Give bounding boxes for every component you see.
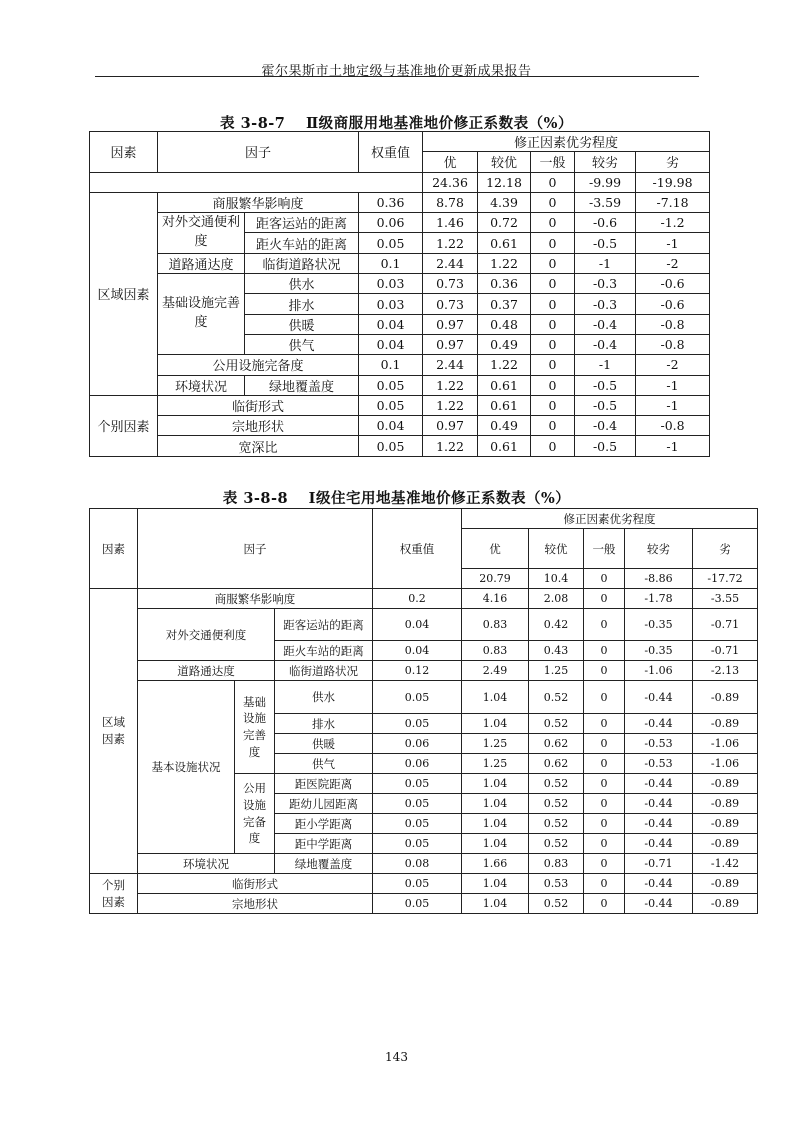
coef-value: -0.71 — [693, 641, 758, 661]
coef-value: 1.04 — [462, 814, 529, 834]
coef-value: 1.22 — [423, 375, 478, 395]
coef-value: 0.72 — [478, 213, 531, 233]
coef-value: 0.37 — [478, 294, 531, 314]
coef-value: 0 — [531, 334, 575, 354]
coef-value: -0.8 — [636, 314, 710, 334]
coef-value: 0.62 — [529, 734, 584, 754]
coef-value: 1.04 — [462, 834, 529, 854]
table2-residential-land-correction — [89, 508, 758, 914]
coef-value: 1.22 — [478, 355, 531, 375]
coef-value: 0.83 — [529, 854, 584, 874]
coef-value: 0 — [584, 754, 625, 774]
factor-name: 临街形式 — [138, 874, 373, 894]
table-header-row — [90, 132, 710, 152]
coef-value: -0.89 — [693, 714, 758, 734]
coef-value: 2.08 — [529, 589, 584, 609]
coef-value: -1 — [636, 395, 710, 415]
factor-name: 距中学距离 — [275, 834, 373, 854]
base-value: 10.4 — [529, 569, 584, 589]
table-row — [90, 395, 710, 415]
coef-value: 0 — [584, 834, 625, 854]
coef-value: 0.61 — [478, 436, 531, 456]
group-public-facilities — [235, 774, 275, 854]
weight-value: 0.03 — [359, 274, 423, 294]
coef-value: 1.04 — [462, 774, 529, 794]
base-value: -19.98 — [636, 172, 710, 192]
table-row — [90, 436, 710, 456]
coef-value: 0 — [584, 814, 625, 834]
coef-value: -0.4 — [575, 416, 636, 436]
factor-name: 宽深比 — [158, 436, 359, 456]
coef-value: 0.43 — [529, 641, 584, 661]
factor-name: 商服繁华影响度 — [138, 589, 373, 609]
factor-name: 距小学距离 — [275, 814, 373, 834]
coef-value: 0.73 — [423, 294, 478, 314]
factor-name: 距客运站的距离 — [275, 609, 373, 641]
table-row — [90, 416, 710, 436]
group-basic-infrastructure — [235, 681, 275, 774]
coef-value: -0.5 — [575, 233, 636, 253]
coef-value: 0.49 — [478, 334, 531, 354]
coef-value: -0.5 — [575, 395, 636, 415]
table-row — [90, 854, 758, 874]
header-grade-group: 修正因素优劣程度 — [462, 509, 758, 529]
coef-value: 0 — [531, 416, 575, 436]
weight-value: 0.06 — [373, 754, 462, 774]
group-environment: 环境状况 — [158, 375, 245, 395]
coef-value: 1.25 — [462, 754, 529, 774]
coef-value: -0.5 — [575, 375, 636, 395]
factor-name: 距医院距离 — [275, 774, 373, 794]
coef-value: -0.44 — [625, 774, 693, 794]
header-level: 较优 — [529, 529, 584, 569]
header-weight: 权重值 — [373, 509, 462, 589]
report-header-title: 霍尔果斯市土地定级与基准地价更新成果报告 — [261, 64, 532, 79]
coef-value: 0.52 — [529, 834, 584, 854]
weight-value: 0.05 — [359, 395, 423, 415]
coef-value: -2.13 — [693, 661, 758, 681]
coef-value: -0.44 — [625, 874, 693, 894]
coef-value: -0.71 — [693, 609, 758, 641]
group-infrastructure: 基础设施完善度 — [158, 274, 245, 355]
header-weight: 权重值 — [359, 132, 423, 173]
factor-name: 供暖 — [245, 314, 359, 334]
weight-value: 0.05 — [373, 874, 462, 894]
group-individual — [90, 874, 138, 914]
coef-value: -0.6 — [636, 274, 710, 294]
coef-value: 1.22 — [478, 253, 531, 273]
coef-value: -0.4 — [575, 314, 636, 334]
coef-value: 0 — [584, 794, 625, 814]
weight-value: 0.04 — [373, 609, 462, 641]
table-row — [90, 609, 758, 641]
factor-name: 供暖 — [275, 734, 373, 754]
weight-value: 0.1 — [359, 355, 423, 375]
table-row — [90, 894, 758, 914]
coef-value: -0.4 — [575, 334, 636, 354]
factor-name: 临街道路状况 — [245, 253, 359, 273]
coef-value: -0.44 — [625, 714, 693, 734]
coef-value: 0.61 — [478, 395, 531, 415]
table-row — [90, 192, 710, 212]
coef-value: -0.3 — [575, 294, 636, 314]
weight-value: 0.05 — [373, 814, 462, 834]
coef-value: 0.97 — [423, 314, 478, 334]
group-environment: 环境状况 — [138, 854, 275, 874]
group-public-facilities-label: 公用设施完备度 — [242, 781, 266, 846]
coef-value: -0.8 — [636, 334, 710, 354]
coef-value: 0 — [584, 854, 625, 874]
coef-value: 0 — [584, 641, 625, 661]
coef-value: 1.46 — [423, 213, 478, 233]
factor-name: 距火车站的距离 — [245, 233, 359, 253]
coef-value: 0.52 — [529, 774, 584, 794]
coef-value: -0.89 — [693, 774, 758, 794]
table-row — [90, 213, 710, 233]
header-factor-type: 因素 — [90, 509, 138, 589]
header-level: 较劣 — [625, 529, 693, 569]
coef-value: 1.25 — [529, 661, 584, 681]
weight-value: 0.05 — [359, 233, 423, 253]
weight-value: 0.04 — [359, 314, 423, 334]
coef-value: -3.55 — [693, 589, 758, 609]
header-level: 劣 — [693, 529, 758, 569]
coef-value: -0.53 — [625, 754, 693, 774]
header-level: 较劣 — [575, 152, 636, 172]
coef-value: -0.6 — [636, 294, 710, 314]
coef-value: 0.52 — [529, 794, 584, 814]
coef-value: 2.49 — [462, 661, 529, 681]
weight-value: 0.1 — [359, 253, 423, 273]
group-region-label: 区域因素 — [101, 715, 125, 746]
weight-value: 0.36 — [359, 192, 423, 212]
coef-value: -0.6 — [575, 213, 636, 233]
coef-value: -1 — [636, 233, 710, 253]
table-row — [90, 375, 710, 395]
base-value: 0 — [584, 569, 625, 589]
coef-value: 0.48 — [478, 314, 531, 334]
coef-value: -0.89 — [693, 894, 758, 914]
group-individual: 个别因素 — [90, 395, 158, 456]
factor-name: 供气 — [275, 754, 373, 774]
coef-value: 0 — [531, 314, 575, 334]
coef-value: -1 — [575, 253, 636, 273]
coef-value: 0 — [584, 774, 625, 794]
coef-value: 1.04 — [462, 794, 529, 814]
table-header-row — [90, 172, 710, 192]
weight-value: 0.12 — [373, 661, 462, 681]
coef-value: 1.25 — [462, 734, 529, 754]
coef-value: 4.39 — [478, 192, 531, 212]
group-individual-label: 个别因素 — [101, 877, 125, 909]
factor-name: 供气 — [245, 334, 359, 354]
table-row — [90, 661, 758, 681]
header-grade-group: 修正因素优劣程度 — [423, 132, 710, 152]
factor-name: 供水 — [275, 681, 373, 714]
base-value: 20.79 — [462, 569, 529, 589]
coef-value: -7.18 — [636, 192, 710, 212]
coef-value: -0.44 — [625, 794, 693, 814]
table-row — [90, 253, 710, 273]
weight-value: 0.05 — [373, 714, 462, 734]
table-row — [90, 355, 710, 375]
coef-value: -0.44 — [625, 894, 693, 914]
coef-value: -0.5 — [575, 436, 636, 456]
coef-value: 8.78 — [423, 192, 478, 212]
coef-value: 1.22 — [423, 395, 478, 415]
group-road: 道路通达度 — [158, 253, 245, 273]
coef-value: 0.49 — [478, 416, 531, 436]
table-row — [90, 274, 710, 294]
table1-commercial-land-correction — [89, 131, 710, 457]
coef-value: 0.83 — [462, 609, 529, 641]
coef-value: 1.04 — [462, 874, 529, 894]
coef-value: -0.44 — [625, 834, 693, 854]
coef-value: 0 — [584, 734, 625, 754]
header-level: 一般 — [584, 529, 625, 569]
table-row — [90, 589, 758, 609]
coef-value: 0 — [531, 395, 575, 415]
coef-value: -0.89 — [693, 794, 758, 814]
coef-value: 0.61 — [478, 375, 531, 395]
coef-value: 0 — [584, 589, 625, 609]
group-road: 道路通达度 — [138, 661, 275, 681]
group-region: 区域因素 — [90, 192, 158, 395]
header-level: 优 — [423, 152, 478, 172]
coef-value: -0.89 — [693, 834, 758, 854]
coef-value: -0.8 — [636, 416, 710, 436]
coef-value: 0 — [584, 609, 625, 641]
coef-value: 0.83 — [462, 641, 529, 661]
coef-value: 0 — [584, 661, 625, 681]
coef-value: 1.66 — [462, 854, 529, 874]
weight-value: 0.04 — [359, 416, 423, 436]
coef-value: -0.89 — [693, 814, 758, 834]
table-row — [90, 681, 758, 714]
coef-value: 0.97 — [423, 416, 478, 436]
weight-value: 0.04 — [359, 334, 423, 354]
coef-value: 2.44 — [423, 355, 478, 375]
header-factor: 因子 — [138, 509, 373, 589]
header-divider — [95, 76, 699, 77]
coef-value: -3.59 — [575, 192, 636, 212]
coef-value: 0 — [584, 874, 625, 894]
coef-value: -1.06 — [625, 661, 693, 681]
weight-value: 0.05 — [373, 681, 462, 714]
coef-value: -0.44 — [625, 681, 693, 714]
coef-value: 1.22 — [423, 436, 478, 456]
coef-value: -0.89 — [693, 681, 758, 714]
coef-value: 0.61 — [478, 233, 531, 253]
coef-value: 1.04 — [462, 894, 529, 914]
coef-value: 0 — [531, 213, 575, 233]
group-traffic: 对外交通便利度 — [138, 609, 275, 661]
coef-value: -0.71 — [625, 854, 693, 874]
table-row — [90, 874, 758, 894]
coef-value: -0.3 — [575, 274, 636, 294]
coef-value: -0.35 — [625, 609, 693, 641]
factor-name: 宗地形状 — [158, 416, 359, 436]
factor-name: 宗地形状 — [138, 894, 373, 914]
group-region — [90, 589, 138, 874]
coef-value: -0.89 — [693, 874, 758, 894]
table1-caption: 表 3-8-7 Ⅱ级商服用地基准地价修正系数表（%） — [220, 115, 573, 132]
header-level: 一般 — [531, 152, 575, 172]
coef-value: 0 — [531, 375, 575, 395]
coef-value: 0 — [584, 714, 625, 734]
header-factor-type: 因素 — [90, 132, 158, 173]
coef-value: -1.06 — [693, 734, 758, 754]
coef-value: 0 — [531, 192, 575, 212]
weight-value: 0.04 — [373, 641, 462, 661]
factor-name: 临街形式 — [158, 395, 359, 415]
coef-value: -0.44 — [625, 814, 693, 834]
weight-value: 0.2 — [373, 589, 462, 609]
base-value: 0 — [531, 172, 575, 192]
coef-value: -1 — [636, 436, 710, 456]
coef-value: 1.22 — [423, 233, 478, 253]
weight-value: 0.05 — [359, 436, 423, 456]
factor-name: 公用设施完备度 — [158, 355, 359, 375]
base-value: 24.36 — [423, 172, 478, 192]
factor-name: 距客运站的距离 — [245, 213, 359, 233]
coef-value: 0.36 — [478, 274, 531, 294]
coef-value: 0.73 — [423, 274, 478, 294]
coef-value: -2 — [636, 253, 710, 273]
coef-value: 0 — [584, 894, 625, 914]
factor-name: 距火车站的距离 — [275, 641, 373, 661]
coef-value: -1 — [636, 375, 710, 395]
coef-value: 0.53 — [529, 874, 584, 894]
weight-value: 0.05 — [373, 794, 462, 814]
coef-value: -1.06 — [693, 754, 758, 774]
group-infrastructure-status: 基本设施状况 — [138, 681, 235, 854]
factor-name: 排水 — [275, 714, 373, 734]
factor-name: 供水 — [245, 274, 359, 294]
header-blank-cell — [90, 172, 423, 192]
weight-value: 0.05 — [373, 774, 462, 794]
coef-value: 4.16 — [462, 589, 529, 609]
weight-value: 0.05 — [373, 894, 462, 914]
table-header-row — [90, 509, 758, 529]
factor-name: 绿地覆盖度 — [245, 375, 359, 395]
weight-value: 0.05 — [373, 834, 462, 854]
coef-value: 2.44 — [423, 253, 478, 273]
factor-name: 商服繁华影响度 — [158, 192, 359, 212]
coef-value: -0.35 — [625, 641, 693, 661]
coef-value: 0 — [531, 294, 575, 314]
table2-caption: 表 3-8-8 Ⅰ级住宅用地基准地价修正系数表（%） — [222, 490, 571, 507]
group-traffic: 对外交通便利度 — [158, 213, 245, 254]
coef-value: 1.04 — [462, 714, 529, 734]
coef-value: -2 — [636, 355, 710, 375]
coef-value: 1.04 — [462, 681, 529, 714]
coef-value: 0.97 — [423, 334, 478, 354]
weight-value: 0.06 — [373, 734, 462, 754]
coef-value: 0.42 — [529, 609, 584, 641]
coef-value: 0.52 — [529, 681, 584, 714]
coef-value: 0 — [584, 681, 625, 714]
coef-value: -1.78 — [625, 589, 693, 609]
coef-value: 0 — [531, 436, 575, 456]
header-level: 优 — [462, 529, 529, 569]
coef-value: 0 — [531, 233, 575, 253]
coef-value: 0 — [531, 355, 575, 375]
coef-value: 0.52 — [529, 814, 584, 834]
header-factor: 因子 — [158, 132, 359, 173]
factor-name: 排水 — [245, 294, 359, 314]
base-value: -8.86 — [625, 569, 693, 589]
factor-name: 绿地覆盖度 — [275, 854, 373, 874]
coef-value: 0.52 — [529, 894, 584, 914]
base-value: -9.99 — [575, 172, 636, 192]
weight-value: 0.08 — [373, 854, 462, 874]
coef-value: -1.2 — [636, 213, 710, 233]
header-level: 较优 — [478, 152, 531, 172]
group-basic-infrastructure-label: 基础设施完善度 — [242, 694, 266, 759]
base-value: -17.72 — [693, 569, 758, 589]
base-value: 12.18 — [478, 172, 531, 192]
page-number: 143 — [385, 1050, 408, 1064]
coef-value: 0.62 — [529, 754, 584, 774]
weight-value: 0.03 — [359, 294, 423, 314]
coef-value: 0.52 — [529, 714, 584, 734]
header-level: 劣 — [636, 152, 710, 172]
coef-value: 0 — [531, 253, 575, 273]
factor-name: 临街道路状况 — [275, 661, 373, 681]
coef-value: -1.42 — [693, 854, 758, 874]
weight-value: 0.06 — [359, 213, 423, 233]
coef-value: -1 — [575, 355, 636, 375]
coef-value: 0 — [531, 274, 575, 294]
weight-value: 0.05 — [359, 375, 423, 395]
factor-name: 距幼儿园距离 — [275, 794, 373, 814]
coef-value: -0.53 — [625, 734, 693, 754]
